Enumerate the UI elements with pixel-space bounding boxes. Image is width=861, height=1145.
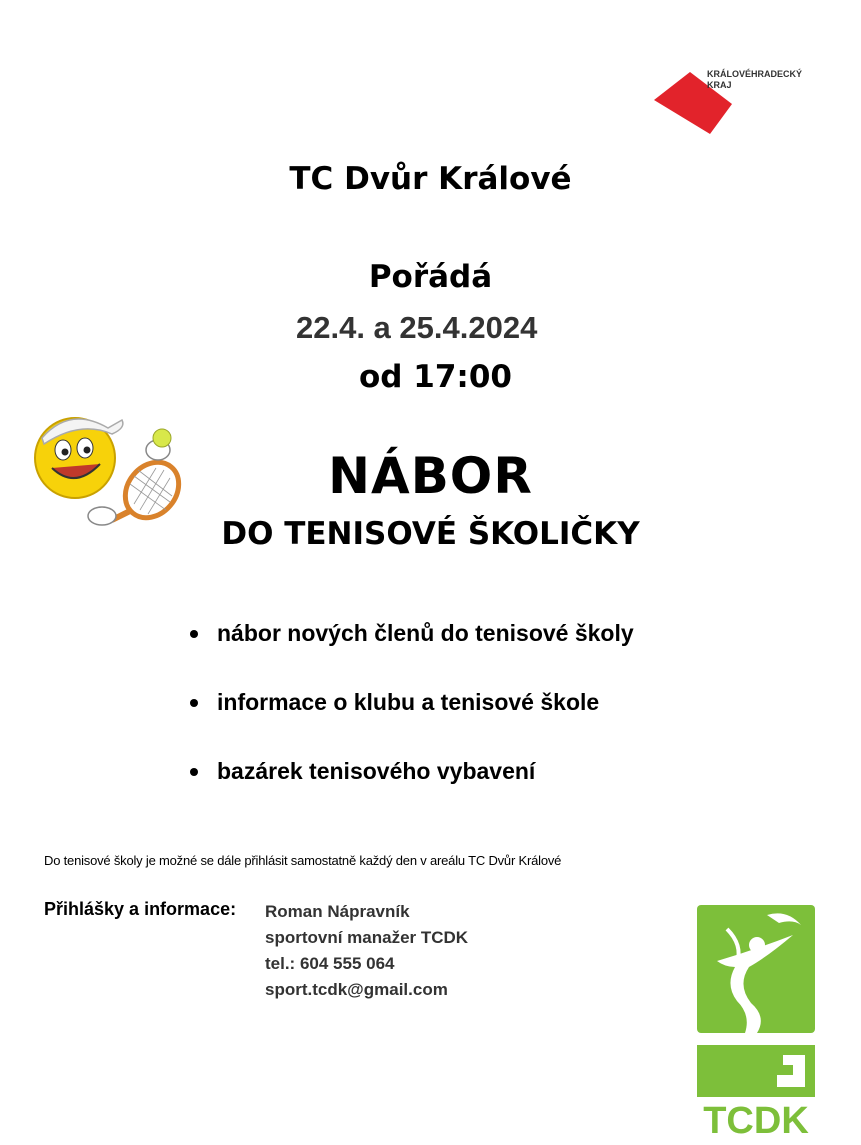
bullet-icon [190,768,198,776]
club-logo-text: TCDK [703,1100,809,1137]
region-logo-line2: KRAJ [707,80,732,90]
contact-name: Roman Nápravník [265,902,410,921]
club-logo [697,905,817,1137]
contact-block [265,899,468,1003]
event-dates: 22.4. a 25.4.2024 [296,310,538,345]
event-time: od 17:00 [359,359,512,395]
bullet-text: informace o klubu a tenisové škole [217,689,600,715]
organizes-label: Pořádá [368,259,493,295]
bullet-list [190,620,634,827]
contact-label: Přihlášky a informace: [44,899,237,919]
region-logo-text [707,69,802,91]
subheadline: DO TENISOVÉ ŠKOLIČKY [221,516,640,552]
contact-role: sportovní manažer TCDK [265,928,469,947]
registration-note: Do tenisové školy je možné se dále přihlásit samostatně každý den v areálu TC Dvůr Králové [44,853,562,868]
list-item [190,689,634,758]
contact-email[interactable]: sport.tcdk@gmail.com [265,980,448,999]
list-item [190,620,634,689]
bullet-text: nábor nových členů do tenisové školy [217,620,634,646]
list-item [190,758,634,827]
bullet-icon [190,630,198,638]
contact-phone: tel.: 604 555 064 [265,954,395,973]
headline: NÁBOR [328,447,533,505]
region-logo-line1: KRÁLOVÉHRADECKÝ [707,69,803,79]
bullet-icon [190,699,198,707]
bullet-text: bazárek tenisového vybavení [217,758,536,784]
club-title: TC Dvůr Králové [289,161,572,197]
